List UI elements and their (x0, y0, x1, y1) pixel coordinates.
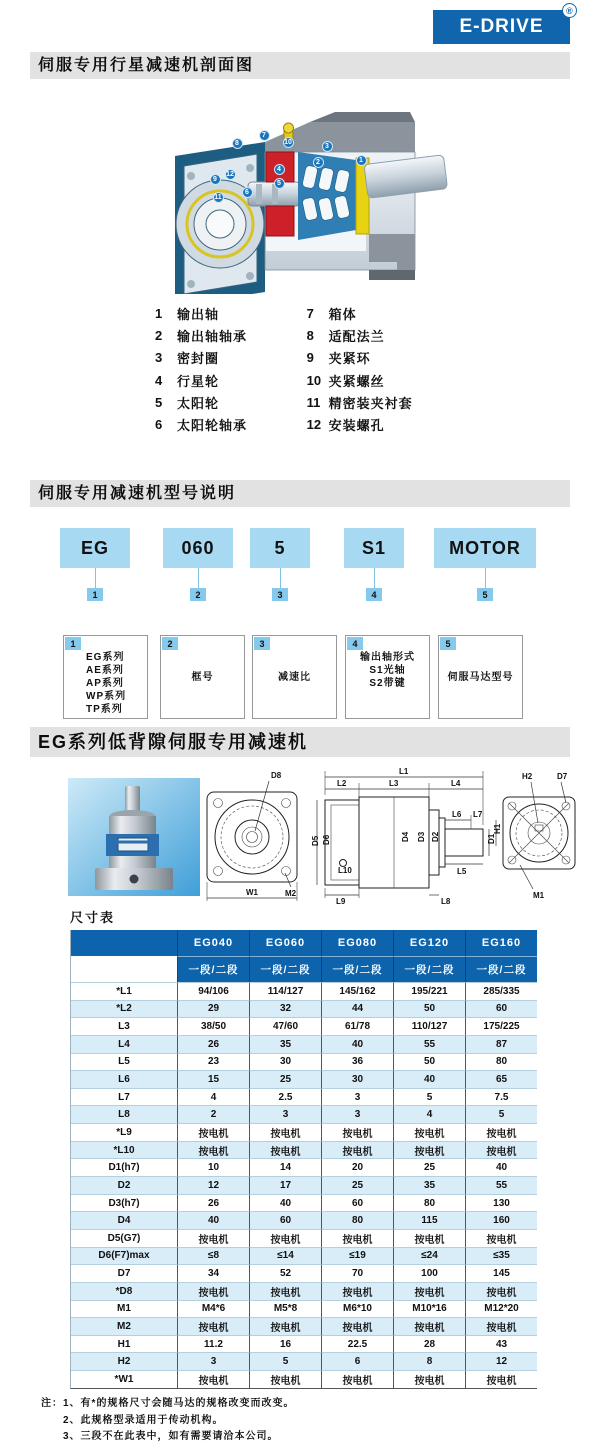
part-number: 10 (306, 372, 322, 388)
dim-label-d2: D2 (431, 831, 440, 842)
table-value-cell: 36 (321, 1053, 393, 1071)
note-text: 3、三段不在此表中，如有需要请洽本公司。 (63, 1431, 279, 1442)
model-code-box: 060 (163, 528, 233, 568)
table-value-cell: 16 (249, 1335, 321, 1353)
table-header-corner (71, 930, 177, 956)
parts-list-left (155, 302, 307, 436)
part-label: 太阳轮轴承 (177, 418, 248, 434)
description-tag-number: 4 (347, 637, 363, 650)
table-value-cell: 12 (465, 1352, 537, 1370)
dim-label-l7: L7 (473, 810, 483, 819)
table-value-cell: 20 (321, 1158, 393, 1176)
table-param-cell: H2 (71, 1352, 177, 1370)
registered-trademark-icon: ® (562, 3, 577, 18)
table-value-cell: 按电机 (249, 1141, 321, 1159)
table-value-cell: 94/106 (177, 982, 249, 1000)
description-content (253, 636, 336, 718)
front-view-drawing (207, 771, 297, 901)
dim-label-l6: L6 (452, 810, 462, 819)
description-content (64, 636, 147, 718)
table-value-cell: 25 (393, 1158, 465, 1176)
table-value-cell: 145/162 (321, 982, 393, 1000)
table-value-cell: 按电机 (393, 1229, 465, 1247)
table-param-cell: D7 (71, 1264, 177, 1282)
table-value-cell: 按电机 (465, 1317, 537, 1335)
dim-label-l5: L5 (457, 867, 467, 876)
table-value-cell: 3 (249, 1105, 321, 1123)
table-param-cell: *L2 (71, 1000, 177, 1018)
description-line: S1光轴 (369, 665, 406, 676)
table-value-cell: 按电机 (249, 1229, 321, 1247)
rear-view-drawing (493, 772, 575, 900)
part-number: 7 (306, 305, 314, 321)
description-line: AE系列 (86, 665, 124, 676)
table-value-cell: 5 (249, 1352, 321, 1370)
table-value-cell: 按电机 (465, 1370, 537, 1388)
description-line: TP系列 (86, 704, 123, 715)
table-value-cell: 160 (465, 1211, 537, 1229)
connector-line (198, 568, 199, 588)
table-value-cell: 4 (177, 1088, 249, 1106)
table-value-cell: 60 (465, 1000, 537, 1018)
section-title-model-code: 伺服专用减速机型号说明 (30, 480, 570, 507)
table-value-cell: ≤35 (465, 1247, 537, 1265)
table-value-cell: 按电机 (249, 1370, 321, 1388)
table-value-cell: 26 (177, 1035, 249, 1053)
table-param-cell: D2 (71, 1176, 177, 1194)
part-item (307, 302, 485, 324)
cutaway-callout-9: 9 (210, 174, 221, 185)
code-tag-number: 1 (87, 588, 103, 601)
table-value-cell: 8 (393, 1352, 465, 1370)
cutaway-callout-5: 5 (274, 178, 285, 189)
cutaway-callout-1: 1 (356, 155, 367, 166)
table-value-cell: 14 (249, 1158, 321, 1176)
dim-label-l8: L8 (441, 897, 451, 905)
table-value-cell: 175/225 (465, 1017, 537, 1035)
code-description-box (63, 635, 148, 719)
table-param-cell: D4 (71, 1211, 177, 1229)
table-value-cell: 40 (393, 1070, 465, 1088)
part-label: 密封圈 (177, 351, 220, 367)
table-value-cell: 40 (177, 1211, 249, 1229)
table-param-cell: L3 (71, 1017, 177, 1035)
table-value-cell: 87 (465, 1035, 537, 1053)
table-value-cell: 按电机 (393, 1141, 465, 1159)
description-line: 减速比 (278, 671, 311, 683)
dim-label-l1: L1 (399, 767, 409, 776)
table-value-cell: 285/335 (465, 982, 537, 1000)
table-param-cell: D5(G7) (71, 1229, 177, 1247)
table-value-cell: 按电机 (177, 1370, 249, 1388)
part-label: 精密装夹衬套 (328, 395, 413, 411)
table-value-cell: 55 (393, 1035, 465, 1053)
table-param-cell: D3(h7) (71, 1194, 177, 1212)
dim-label-l2: L2 (337, 779, 347, 788)
part-label: 安装螺孔 (328, 418, 385, 434)
description-line: 输出轴形式 (360, 652, 415, 663)
table-value-cell: 145 (465, 1264, 537, 1282)
table-value-cell: 115 (393, 1211, 465, 1229)
table-param-cell: L7 (71, 1088, 177, 1106)
description-tag-number: 2 (162, 637, 178, 650)
table-value-cell: 17 (249, 1176, 321, 1194)
table-value-cell: 35 (393, 1176, 465, 1194)
model-code-box: EG (60, 528, 130, 568)
table-value-cell: 按电机 (321, 1123, 393, 1141)
table-value-cell: 按电机 (393, 1370, 465, 1388)
table-value-cell: 44 (321, 1000, 393, 1018)
part-item (155, 413, 307, 435)
parts-list (155, 302, 485, 436)
cutaway-callout-4: 4 (274, 164, 285, 175)
table-value-cell: 38/50 (177, 1017, 249, 1035)
table-value-cell: 3 (177, 1352, 249, 1370)
gearbox-cutaway-drawing (160, 94, 450, 294)
table-param-cell: *L1 (71, 982, 177, 1000)
dim-label-d8: D8 (271, 771, 282, 780)
part-number: 3 (155, 350, 163, 366)
description-line: 框号 (191, 671, 214, 683)
table-value-cell: 80 (465, 1053, 537, 1071)
part-label: 太阳轮 (177, 395, 220, 411)
table-value-cell: 114/127 (249, 982, 321, 1000)
description-content (161, 636, 244, 718)
table-value-cell: 按电机 (177, 1123, 249, 1141)
description-line: S2带键 (369, 678, 406, 689)
table-value-cell: 按电机 (321, 1317, 393, 1335)
dim-label-d7: D7 (557, 772, 568, 781)
cutaway-callout-8: 8 (232, 138, 243, 149)
table-value-cell: 23 (177, 1053, 249, 1071)
table-value-cell: 按电机 (249, 1123, 321, 1141)
table-value-cell: 按电机 (249, 1282, 321, 1300)
table-value-cell: 2 (177, 1105, 249, 1123)
table-param-cell: *W1 (71, 1370, 177, 1388)
table-value-cell: 11.2 (177, 1335, 249, 1353)
product-photo-image (68, 778, 200, 896)
description-line: AP系列 (86, 678, 124, 689)
table-value-cell: 130 (465, 1194, 537, 1212)
cutaway-callout-7: 7 (259, 130, 270, 141)
part-number: 9 (306, 350, 314, 366)
cutaway-callout-6: 6 (242, 187, 253, 198)
table-param-cell: D1(h7) (71, 1158, 177, 1176)
table-value-cell: 40 (249, 1194, 321, 1212)
gearbox-cutaway-illustration (160, 94, 450, 294)
brand-logo (433, 5, 573, 44)
table-value-cell: 60 (249, 1211, 321, 1229)
table-value-cell: 40 (465, 1158, 537, 1176)
table-value-cell: 按电机 (321, 1282, 393, 1300)
table-param-cell: H1 (71, 1335, 177, 1353)
table-value-cell: 3 (321, 1088, 393, 1106)
table-value-cell: 47/60 (249, 1017, 321, 1035)
note-line (41, 1413, 294, 1430)
cutaway-callout-10: 10 (284, 138, 292, 146)
table-value-cell: 按电机 (393, 1282, 465, 1300)
table-header-stage: 一段/二段 (249, 956, 321, 982)
table-value-cell: 6 (321, 1352, 393, 1370)
description-line: 伺服马达型号 (447, 671, 514, 683)
note-line (41, 1429, 294, 1446)
table-value-cell: 30 (321, 1070, 393, 1088)
table-header-model: EG120 (393, 930, 465, 956)
connector-line (485, 568, 486, 588)
footer-notes (41, 1396, 294, 1446)
part-item (155, 302, 307, 324)
dimension-drawings (205, 765, 580, 905)
table-param-cell: L5 (71, 1053, 177, 1071)
section-title-cutaway: 伺服专用行星减速机剖面图 (30, 52, 570, 79)
dim-label-l10: L10 (338, 866, 352, 875)
description-content (346, 636, 429, 718)
table-header-model: EG060 (249, 930, 321, 956)
table-value-cell: 34 (177, 1264, 249, 1282)
table-param-cell: L6 (71, 1070, 177, 1088)
table-value-cell: 7.5 (465, 1088, 537, 1106)
table-header-model: EG080 (321, 930, 393, 956)
part-number: 4 (155, 372, 163, 388)
dim-label-l9: L9 (336, 897, 346, 905)
table-header-model: EG040 (177, 930, 249, 956)
table-value-cell: ≤24 (393, 1247, 465, 1265)
parts-list-right (307, 302, 485, 436)
table-value-cell: 按电机 (465, 1282, 537, 1300)
table-value-cell: 26 (177, 1194, 249, 1212)
table-param-cell: M2 (71, 1317, 177, 1335)
part-item (307, 347, 485, 369)
table-title: 尺寸表 (70, 910, 116, 925)
dim-label-d5: D5 (311, 835, 320, 846)
cutaway-callout-3: 3 (322, 141, 333, 152)
table-header-stage: 一段/二段 (177, 956, 249, 982)
table-value-cell: 按电机 (177, 1141, 249, 1159)
description-tag-number: 5 (440, 637, 456, 650)
table-value-cell: 4 (393, 1105, 465, 1123)
table-value-cell: 3 (321, 1105, 393, 1123)
table-value-cell: 29 (177, 1000, 249, 1018)
table-param-cell: *D8 (71, 1282, 177, 1300)
part-label: 行星轮 (177, 373, 220, 389)
table-value-cell: 25 (249, 1070, 321, 1088)
table-value-cell: 按电机 (465, 1229, 537, 1247)
table-value-cell: 55 (465, 1176, 537, 1194)
dim-label-d1: D1 (487, 833, 496, 844)
code-tag-number: 3 (272, 588, 288, 601)
table-value-cell: M4*6 (177, 1300, 249, 1318)
table-value-cell: 按电机 (321, 1370, 393, 1388)
note-text: 2、此规格型录适用于传动机构。 (63, 1414, 224, 1426)
part-item (307, 413, 485, 435)
table-value-cell: 61/78 (321, 1017, 393, 1035)
table-header-stage: 一段/二段 (321, 956, 393, 982)
dim-label-m1: M1 (533, 891, 545, 900)
dim-label-h1: H1 (493, 823, 502, 834)
table-value-cell: ≤8 (177, 1247, 249, 1265)
part-item (155, 324, 307, 346)
table-header-model: EG160 (465, 930, 537, 956)
code-tag-number: 4 (366, 588, 382, 601)
part-item (307, 369, 485, 391)
table-value-cell: 按电机 (321, 1229, 393, 1247)
part-label: 输出轴轴承 (177, 328, 248, 344)
note-text: 1、有*的规格尺寸会随马达的规格改变而改变。 (63, 1398, 295, 1409)
table-value-cell: 65 (465, 1070, 537, 1088)
dim-label-l4: L4 (451, 779, 461, 788)
table-value-cell: 110/127 (393, 1017, 465, 1035)
dim-label-d4: D4 (401, 831, 410, 842)
code-description-box (160, 635, 245, 719)
part-number: 5 (155, 394, 163, 410)
side-view-drawing (311, 767, 496, 905)
table-header-stage: 一段/二段 (393, 956, 465, 982)
table-value-cell: 28 (393, 1335, 465, 1353)
dim-label-l3: L3 (389, 779, 399, 788)
note-line (41, 1396, 294, 1413)
part-number: 6 (155, 417, 163, 433)
product-photo (68, 778, 200, 896)
table-value-cell: 43 (465, 1335, 537, 1353)
part-item (307, 391, 485, 413)
table-param-cell: *L10 (71, 1141, 177, 1159)
note-prefix: 注： (41, 1398, 63, 1409)
table-value-cell: 22.5 (321, 1335, 393, 1353)
table-value-cell: ≤19 (321, 1247, 393, 1265)
table-value-cell: 35 (249, 1035, 321, 1053)
model-code-diagram (0, 528, 600, 718)
table-value-cell: 按电机 (321, 1141, 393, 1159)
table-value-cell: 70 (321, 1264, 393, 1282)
table-value-cell: 5 (465, 1105, 537, 1123)
table-value-cell: 80 (393, 1194, 465, 1212)
table-value-cell: 50 (393, 1053, 465, 1071)
table-value-cell: 15 (177, 1070, 249, 1088)
part-item (155, 369, 307, 391)
part-label: 箱体 (328, 306, 357, 322)
table-value-cell: M6*10 (321, 1300, 393, 1318)
model-code-box: S1 (344, 528, 404, 568)
table-param-cell: D6(F7)max (71, 1247, 177, 1265)
dim-label-h2: H2 (522, 772, 533, 781)
cutaway-callout-11: 11 (214, 193, 222, 201)
section-title-eg-series: EG系列低背隙伺服专用减速机 (30, 727, 570, 757)
table-value-cell: 50 (393, 1000, 465, 1018)
cutaway-callout-12: 12 (226, 170, 234, 178)
part-number: 11 (306, 394, 321, 410)
description-line: EG系列 (86, 652, 125, 663)
table-value-cell: 按电机 (465, 1141, 537, 1159)
dim-label-m2: M2 (285, 889, 297, 898)
table-value-cell: 按电机 (465, 1123, 537, 1141)
connector-line (95, 568, 96, 588)
dimension-table (70, 930, 537, 1389)
table-value-cell: 195/221 (393, 982, 465, 1000)
dim-label-w1: W1 (246, 888, 258, 897)
connector-line (374, 568, 375, 588)
table-value-cell: 按电机 (393, 1317, 465, 1335)
table-value-cell: 10 (177, 1158, 249, 1176)
part-number: 2 (155, 327, 163, 343)
cutaway-callout-2: 2 (313, 157, 324, 168)
table-value-cell: 100 (393, 1264, 465, 1282)
table-value-cell: 按电机 (249, 1317, 321, 1335)
description-tag-number: 1 (65, 637, 81, 650)
code-description-box (345, 635, 430, 719)
part-number: 8 (306, 327, 314, 343)
table-value-cell: 按电机 (177, 1282, 249, 1300)
table-value-cell: 30 (249, 1053, 321, 1071)
table-value-cell: 60 (321, 1194, 393, 1212)
description-tag-number: 3 (254, 637, 270, 650)
code-tag-number: 2 (190, 588, 206, 601)
part-label: 适配法兰 (328, 328, 385, 344)
code-description-box (438, 635, 523, 719)
table-param-cell: L4 (71, 1035, 177, 1053)
dim-label-d6: D6 (322, 834, 331, 845)
table-value-cell: M10*16 (393, 1300, 465, 1318)
part-item (307, 324, 485, 346)
table-value-cell: M12*20 (465, 1300, 537, 1318)
table-value-cell: 5 (393, 1088, 465, 1106)
model-code-box: MOTOR (434, 528, 536, 568)
table-param-cell: M1 (71, 1300, 177, 1318)
table-value-cell: 40 (321, 1035, 393, 1053)
table-value-cell: 2.5 (249, 1088, 321, 1106)
table-value-cell: 80 (321, 1211, 393, 1229)
table-value-cell: 32 (249, 1000, 321, 1018)
description-content (439, 636, 522, 718)
table-value-cell: ≤14 (249, 1247, 321, 1265)
code-description-box (252, 635, 337, 719)
table-value-cell: M5*8 (249, 1300, 321, 1318)
table-param-cell: *L9 (71, 1123, 177, 1141)
part-number: 12 (306, 417, 322, 433)
table-value-cell: 25 (321, 1176, 393, 1194)
table-header-stage: 一段/二段 (465, 956, 537, 982)
part-label: 输出轴 (177, 306, 220, 322)
part-number: 1 (155, 305, 163, 321)
table-param-cell: L8 (71, 1105, 177, 1123)
table-value-cell: 按电机 (393, 1123, 465, 1141)
connector-line (280, 568, 281, 588)
part-item (155, 347, 307, 369)
table-value-cell: 12 (177, 1176, 249, 1194)
part-item (155, 391, 307, 413)
table-value-cell: 按电机 (177, 1317, 249, 1335)
model-code-box: 5 (250, 528, 310, 568)
table-value-cell: 按电机 (177, 1229, 249, 1247)
dim-label-d3: D3 (417, 831, 426, 842)
brand-logo-text: E-DRIVE (459, 16, 544, 37)
code-tag-number: 5 (477, 588, 493, 601)
table-value-cell: 52 (249, 1264, 321, 1282)
part-label: 夹紧螺丝 (328, 373, 385, 389)
description-line: WP系列 (86, 691, 127, 702)
part-label: 夹紧环 (328, 351, 371, 367)
